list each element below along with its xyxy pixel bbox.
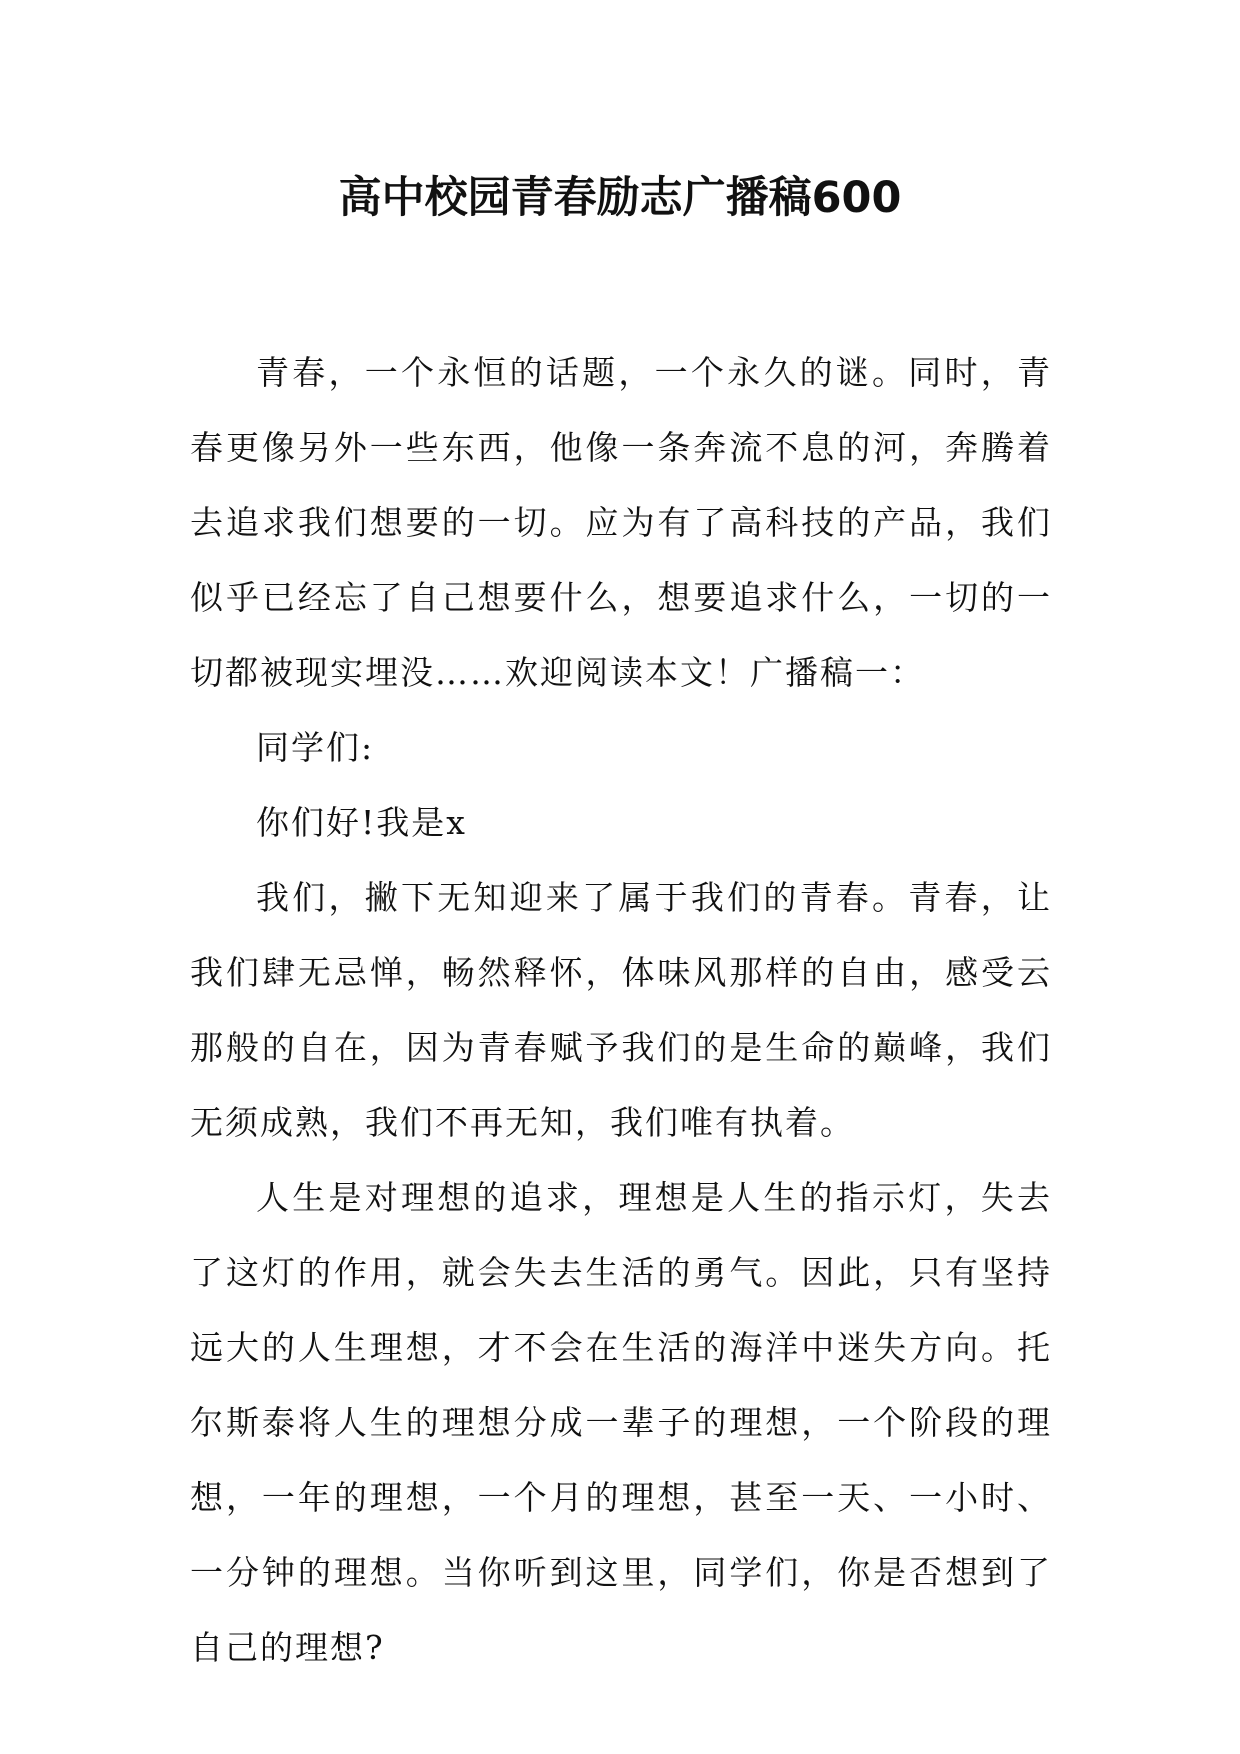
paragraph-youth: 我们，撇下无知迎来了属于我们的青春。青春，让我们肆无忌惮，畅然释怀，体味风那样的自由，感受云那般的自在，因为青春赋予我们的是生命的巅峰，我们无须成熟，我们不再无知，我们唯有执着。	[190, 878, 1052, 1142]
paragraph-greeting: 同学们:	[256, 728, 375, 767]
document-body	[190, 335, 1052, 1685]
paragraph-ideals: 人生是对理想的追求，理想是人生的指示灯，失去了这灯的作用，就会失去生活的勇气。因此，只有坚持远大的人生理想，才不会在生活的海洋中迷失方向。托尔斯泰将人生的理想分成一辈子的理想，一个阶段的理想，一年的理想，一个月的理想，甚至一天、一小时、一分钟的理想。当你听到这里，同学们，你是否想到了自己的理想?	[190, 1178, 1052, 1667]
paragraph-hello: 你们好!我是x	[256, 803, 467, 842]
paragraph-intro: 青春，一个永恒的话题，一个永久的谜。同时，青春更像另外一些东西，他像一条奔流不息的河，奔腾着去追求我们想要的一切。应为有了高科技的产品，我们似乎已经忘了自己想要什么，想要追求什么，一切的一切都被现实埋没……欢迎阅读本文！广播稿一：	[190, 353, 1052, 692]
document-title: 高中校园青春励志广播稿600	[338, 173, 902, 223]
